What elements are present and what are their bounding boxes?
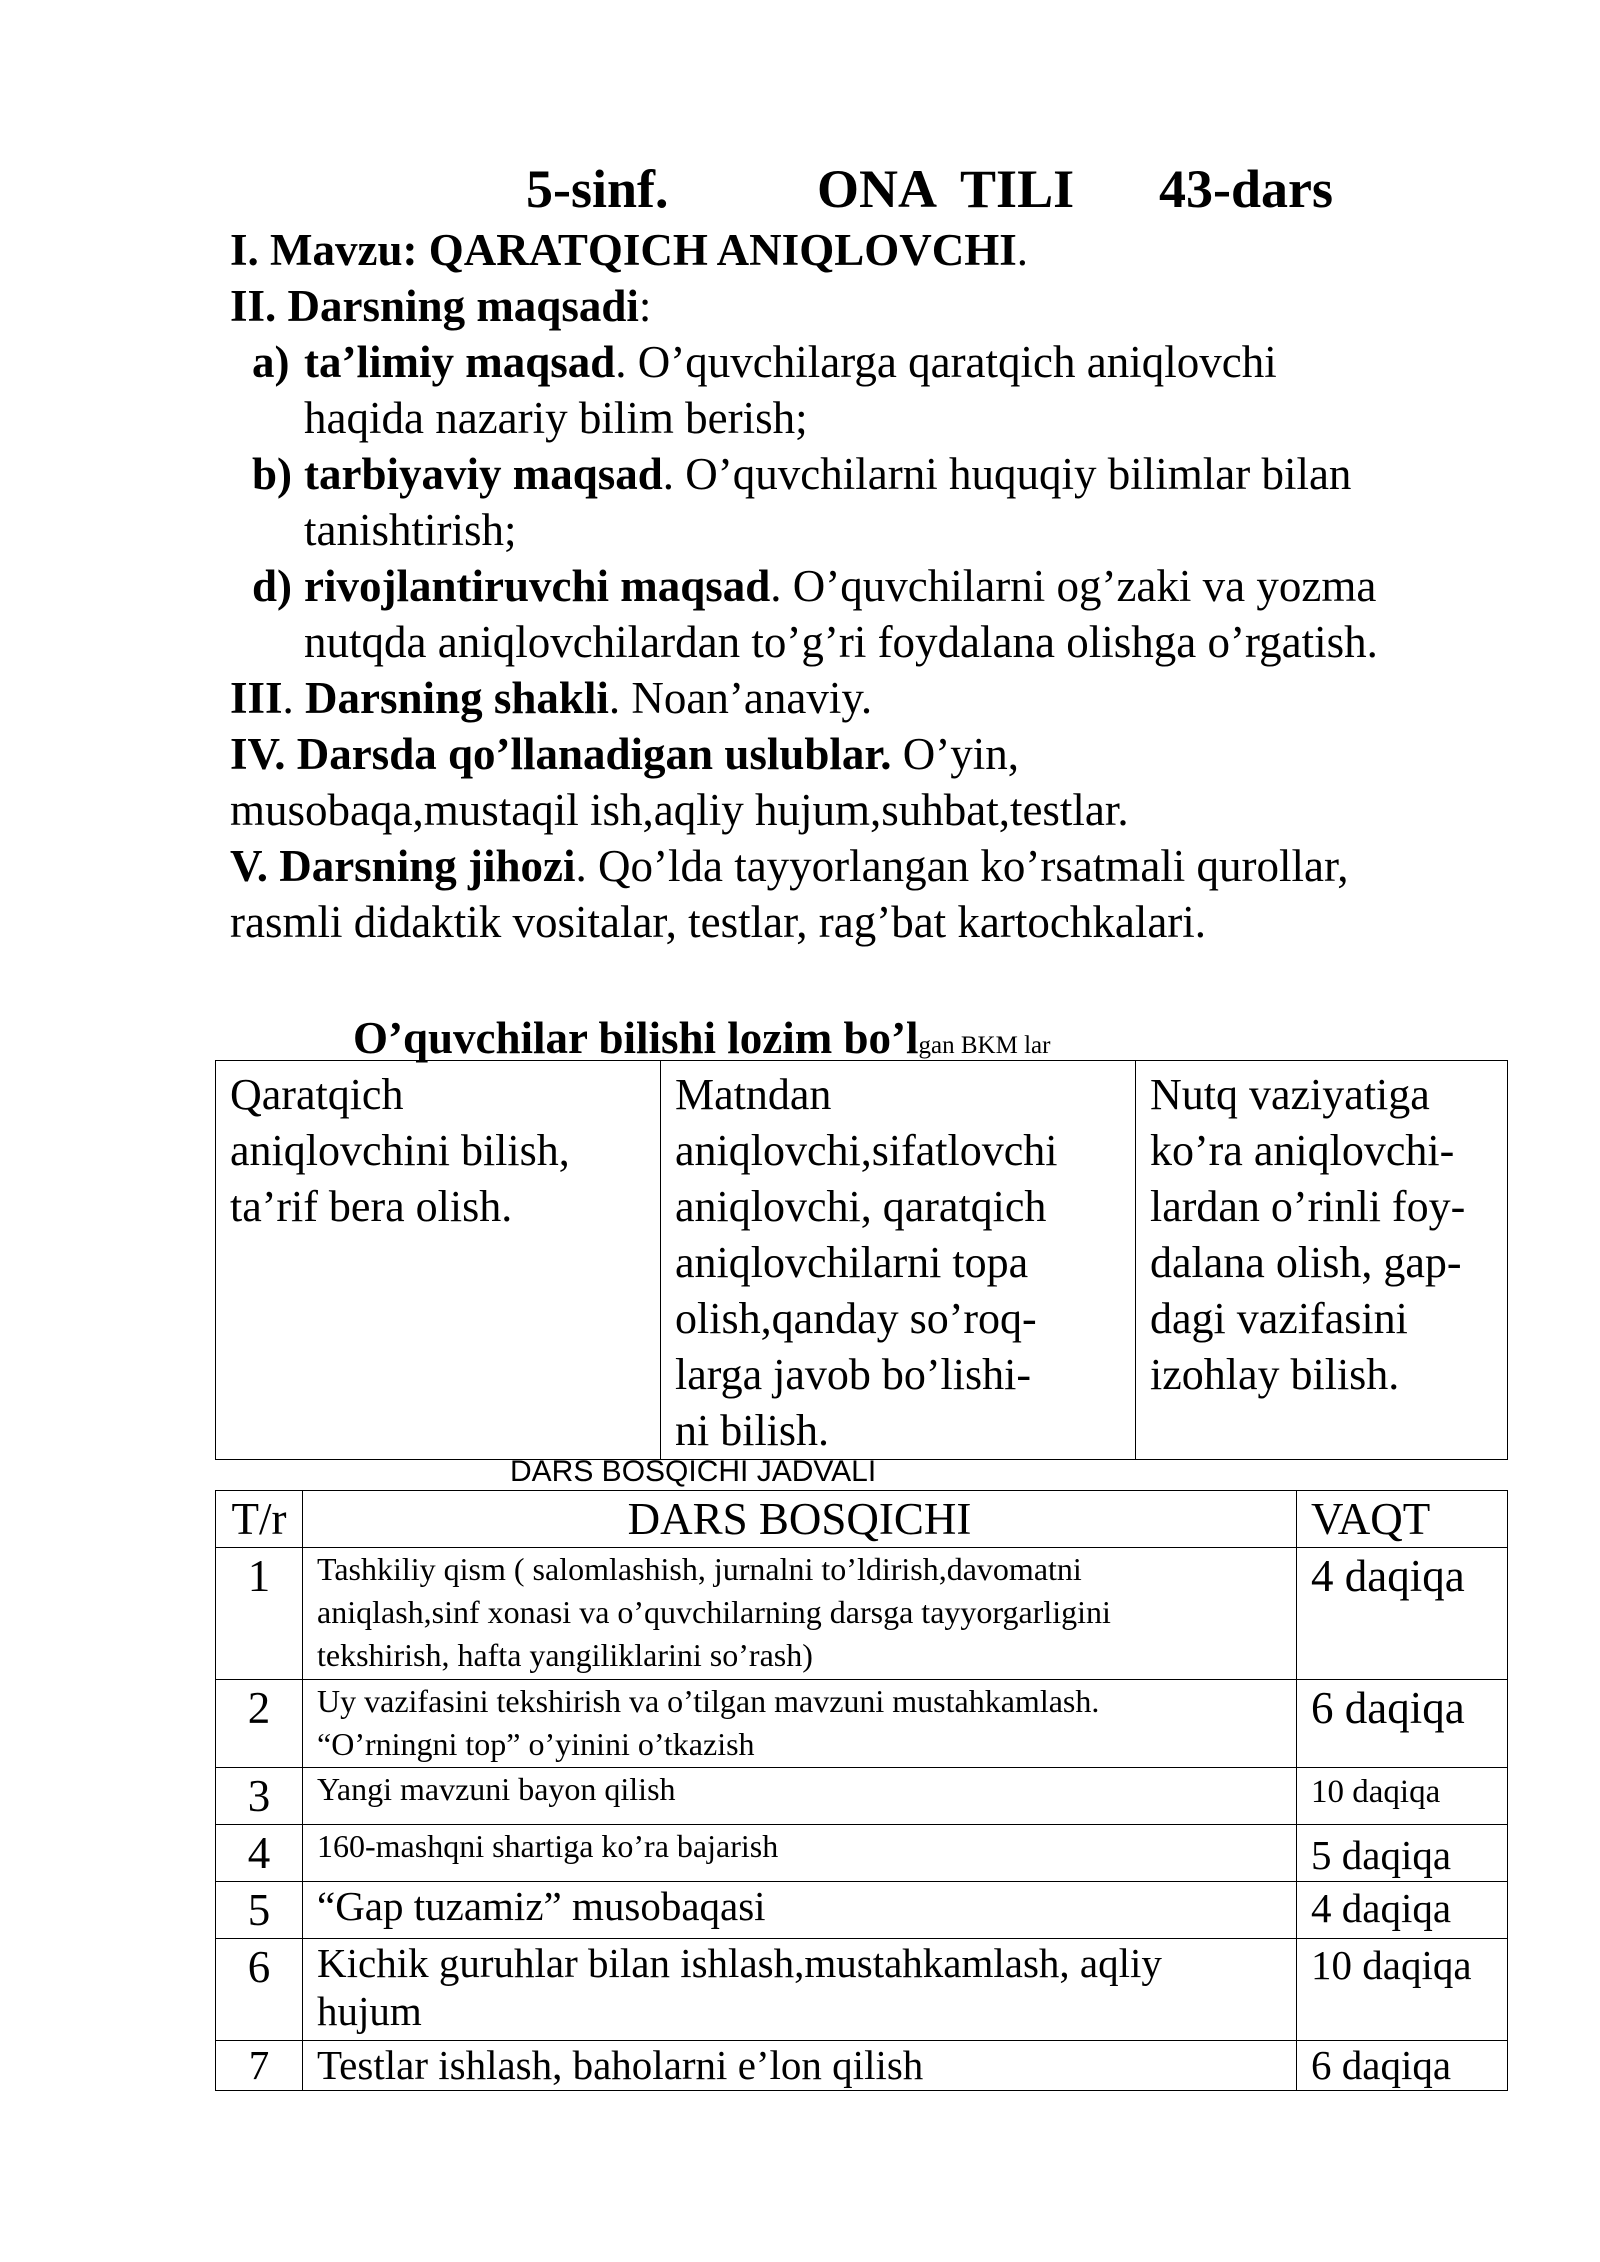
bkm-cell-line: Nutq vaziyatiga bbox=[1150, 1070, 1430, 1119]
time-cell: 6 daqiqa bbox=[1297, 2041, 1508, 2091]
time-cell: 10 daqiqa bbox=[1297, 1768, 1508, 1825]
goal-continuation: nutqda aniqlovchilardan to’g’ri foydalana olishga o’rgatish. bbox=[304, 617, 1378, 667]
time-cell: 4 daqiqa bbox=[1297, 1548, 1508, 1680]
equipment-continuation: rasmli didaktik vositalar, testlar, rag’bat kartochkalari. bbox=[230, 897, 1207, 947]
bkm-cell-line: aniqlovchini bilish, bbox=[230, 1126, 570, 1175]
stage-line: Uy vazifasini tekshirish va o’tilgan mavzuni mustahkamlash. bbox=[317, 1683, 1100, 1719]
stage-line: Tashkiliy qism ( salomlashish, jurnalni to’ldirish,davomatni bbox=[317, 1551, 1082, 1587]
subject-label: ONA TILI bbox=[817, 159, 1075, 219]
stage-cell bbox=[303, 1548, 1297, 1680]
goals-heading bbox=[230, 278, 651, 334]
table-row bbox=[216, 2041, 1508, 2091]
bkm-cell-line: larga javob bo’lishi- bbox=[675, 1350, 1031, 1399]
methods-continuation: musobaqa,mustaqil ish,aqliy hujum,suhbat,testlar. bbox=[230, 785, 1129, 835]
stage-cell bbox=[303, 2041, 1297, 2091]
form-line bbox=[230, 670, 872, 726]
goal-marker: a) bbox=[252, 337, 290, 387]
bkm-cell-line: Qaratqich bbox=[230, 1070, 404, 1119]
row-number: 5 bbox=[216, 1882, 303, 1939]
bkm-cell-line: lardan o’rinli foy- bbox=[1150, 1182, 1466, 1231]
bkm-cell-line: aniqlovchi,sifatlovchi bbox=[675, 1126, 1058, 1175]
row-number: 7 bbox=[216, 2041, 303, 2091]
goal-text: . O’quvchilarni huquqiy bilimlar bilan bbox=[662, 449, 1352, 499]
time-cell: 5 daqiqa bbox=[1297, 1825, 1508, 1882]
bkm-cell bbox=[661, 1061, 1136, 1460]
column-header: T/r bbox=[216, 1491, 303, 1548]
bkm-cell-line: ko’ra aniqlovchi- bbox=[1150, 1126, 1455, 1175]
column-header: DARS BOSQICHI bbox=[303, 1491, 1297, 1548]
form-label: Darsning shakli bbox=[305, 673, 609, 723]
row-number: 6 bbox=[216, 1939, 303, 2041]
column-header: VAQT bbox=[1297, 1491, 1508, 1548]
table-row bbox=[216, 1680, 1508, 1768]
goal-continuation: haqida nazariy bilim berish; bbox=[304, 393, 808, 443]
lesson-stages-table bbox=[215, 1490, 1508, 2091]
goal-title: ta’limiy maqsad bbox=[304, 337, 616, 387]
stage-line: hujum bbox=[317, 1988, 422, 2034]
equipment-label: V. Darsning jihozi bbox=[230, 841, 576, 891]
goal-title: tarbiyaviy maqsad bbox=[304, 449, 663, 499]
bkm-cell-line: dagi vazifasini bbox=[1150, 1294, 1408, 1343]
table-row bbox=[216, 1882, 1508, 1939]
bkm-cell-line: ni bilish. bbox=[675, 1406, 830, 1455]
form-dot: . bbox=[282, 673, 306, 723]
goal-marker: d) bbox=[252, 561, 293, 611]
table-row bbox=[216, 1768, 1508, 1825]
bkm-cell-line: dalana olish, gap- bbox=[1150, 1238, 1462, 1287]
row-number: 2 bbox=[216, 1680, 303, 1768]
form-dot: . bbox=[608, 673, 632, 723]
bkm-title-small: gan BKM lar bbox=[918, 1032, 1051, 1059]
grade-label: 5-sinf. bbox=[526, 159, 669, 219]
stage-line: Kichik guruhlar bilan ishlash,mustahkamlash, aqliy bbox=[317, 1940, 1162, 1986]
stage-line: “Gap tuzamiz” musobaqasi bbox=[317, 1883, 766, 1929]
time-cell: 6 daqiqa bbox=[1297, 1680, 1508, 1768]
table-row bbox=[216, 1825, 1508, 1882]
goal-marker: b) bbox=[252, 449, 293, 499]
stage-line: 160-mashqni shartiga ko’ra bajarish bbox=[317, 1828, 779, 1864]
row-number: 4 bbox=[216, 1825, 303, 1882]
time-cell: 4 daqiqa bbox=[1297, 1882, 1508, 1939]
goals-heading-colon: : bbox=[638, 281, 652, 331]
bkm-cell-line: ta’rif bera olish. bbox=[230, 1182, 513, 1231]
bkm-cell bbox=[216, 1061, 661, 1460]
methods-value: O’yin, bbox=[891, 729, 1020, 779]
form-value: Noan’anaviy. bbox=[631, 673, 873, 723]
topic-value: QARATQICH ANIQLOVCHI bbox=[428, 225, 1017, 275]
table-row bbox=[216, 1548, 1508, 1680]
methods-line bbox=[230, 726, 1019, 782]
stage-line: “O’rningni top” o’yinini o’tkazish bbox=[317, 1726, 755, 1762]
bkm-cell-line: olish,qanday so’roq- bbox=[675, 1294, 1037, 1343]
table-header-row bbox=[216, 1491, 1508, 1548]
form-label-number: III bbox=[230, 673, 283, 723]
stage-cell bbox=[303, 1939, 1297, 2041]
row-number: 1 bbox=[216, 1548, 303, 1680]
goals-heading-text: II. Darsning maqsadi bbox=[230, 281, 639, 331]
stage-cell bbox=[303, 1768, 1297, 1825]
topic-line bbox=[230, 222, 1028, 278]
stage-cell bbox=[303, 1882, 1297, 1939]
bkm-cell-line: aniqlovchi, qaratqich bbox=[675, 1182, 1047, 1231]
stage-line: aniqlash,sinf xonasi va o’quvchilarning darsga tayyorgarligini bbox=[317, 1594, 1111, 1630]
table-row bbox=[216, 1939, 1508, 2041]
bkm-cell bbox=[1136, 1061, 1508, 1460]
stage-cell bbox=[303, 1680, 1297, 1768]
stage-line: Yangi mavzuni bayon qilish bbox=[317, 1771, 676, 1807]
topic-end: . bbox=[1016, 225, 1028, 275]
goal-item bbox=[304, 334, 1277, 390]
goal-item bbox=[304, 446, 1351, 502]
bkm-title-bold: O’quvchilar bilishi lozim bo’l bbox=[353, 1013, 919, 1063]
bkm-cell-line: Matndan bbox=[675, 1070, 832, 1119]
goal-continuation: tanishtirish; bbox=[304, 505, 517, 555]
bkm-cell-line: izohlay bilish. bbox=[1150, 1350, 1400, 1399]
topic-label: I. Mavzu: bbox=[230, 225, 418, 275]
time-cell: 10 daqiqa bbox=[1297, 1939, 1508, 2041]
equipment-line bbox=[230, 838, 1348, 894]
goal-text: . O’quvchilarni og’zaki va yozma bbox=[770, 561, 1377, 611]
stage-cell bbox=[303, 1825, 1297, 1882]
goal-text: . O’quvchilarga qaratqich aniqlovchi bbox=[615, 337, 1277, 387]
stage-line: tekshirish, hafta yangiliklarini so’rash) bbox=[317, 1637, 813, 1673]
lesson-table-caption: DARS BOSQICHI JADVALI bbox=[510, 1455, 877, 1488]
equipment-value: . Qo’lda tayyorlangan ko’rsatmali qurollar, bbox=[575, 841, 1349, 891]
stage-line: Testlar ishlash, baholarni e’lon qilish bbox=[317, 2042, 924, 2088]
goal-title: rivojlantiruvchi maqsad bbox=[304, 561, 771, 611]
bkm-cell-line: aniqlovchilarni topa bbox=[675, 1238, 1029, 1287]
lesson-number: 43-dars bbox=[1159, 159, 1333, 219]
goal-item bbox=[304, 558, 1376, 614]
bkm-table bbox=[215, 1060, 1508, 1460]
methods-label: IV. Darsda qo’llanadigan uslublar. bbox=[230, 729, 892, 779]
row-number: 3 bbox=[216, 1768, 303, 1825]
